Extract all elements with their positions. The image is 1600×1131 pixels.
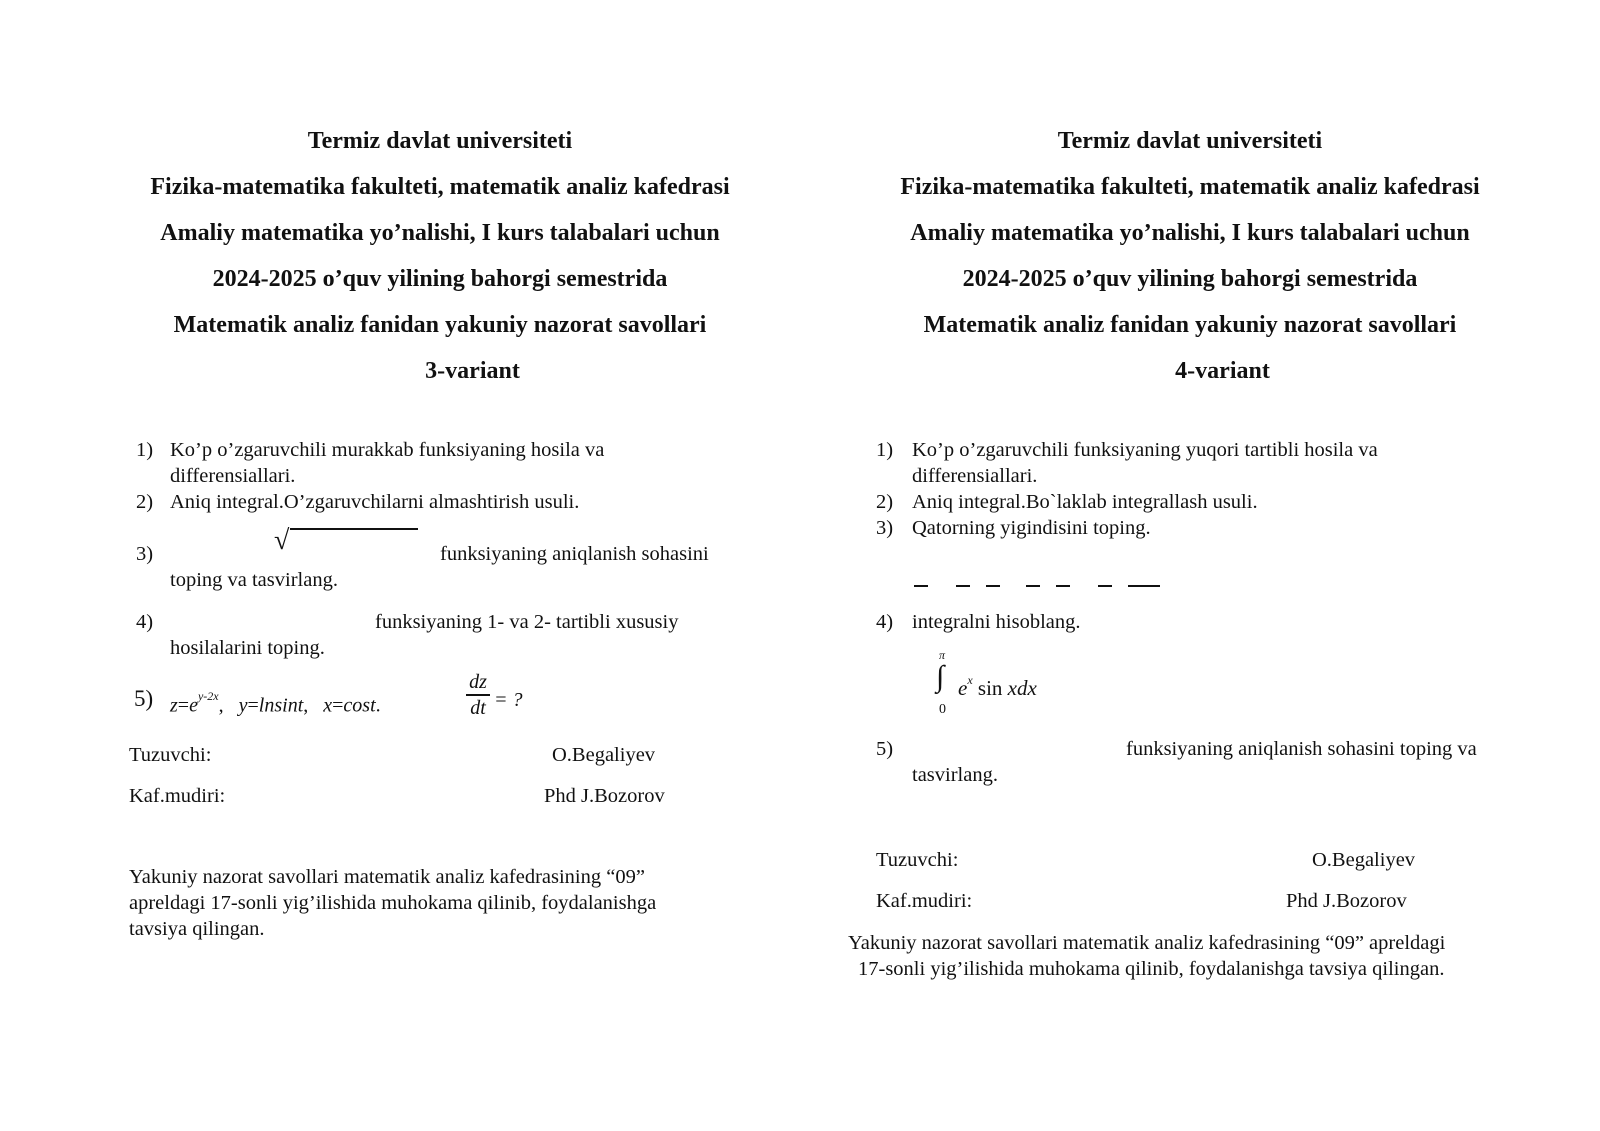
question-number: 1) bbox=[876, 439, 894, 461]
direction-title: Amaliy matematika yo’nalishi, I kurs talabalari uchun bbox=[160, 220, 720, 246]
question-number: 4) bbox=[876, 611, 894, 633]
question-text: Aniq integral.Bo`laklab integrallash usuli. bbox=[912, 491, 1258, 513]
question-text: differensiallari. bbox=[912, 465, 1038, 487]
math-var: e bbox=[189, 694, 198, 717]
math-var: z bbox=[170, 694, 178, 717]
question-text: differensiallari. bbox=[170, 465, 296, 487]
math-var: lnsint bbox=[258, 694, 304, 717]
integral-lower-limit: 0 bbox=[939, 702, 946, 717]
question-number: 2) bbox=[876, 491, 894, 513]
question-text: funksiyaning aniqlanish sohasini toping va bbox=[1126, 738, 1477, 760]
fraction-line bbox=[1056, 585, 1070, 587]
question-text: toping va tasvirlang. bbox=[170, 569, 338, 591]
fraction-line bbox=[986, 585, 1000, 587]
math-op: . bbox=[375, 694, 381, 717]
sqrt-symbol: √ bbox=[274, 525, 290, 556]
integral-upper-limit: π bbox=[939, 648, 946, 662]
fraction-denominator: dt bbox=[470, 696, 486, 719]
math-var: x bbox=[323, 694, 333, 717]
math-expression bbox=[170, 687, 381, 719]
question-number: 2) bbox=[136, 491, 154, 513]
author-label: Tuzuvchi: bbox=[876, 849, 959, 871]
math-exponent: x bbox=[967, 673, 973, 687]
faculty-title: Fizika-matematika fakulteti, matematik analiz kafedrasi bbox=[900, 174, 1480, 200]
question-text: tasvirlang. bbox=[912, 764, 998, 786]
author-name: O.Begaliyev bbox=[552, 744, 656, 766]
math-op: = bbox=[177, 694, 190, 717]
math-func: sin bbox=[977, 676, 1003, 700]
fraction-numerator: dz bbox=[469, 671, 487, 693]
fraction-line bbox=[1098, 585, 1112, 587]
fraction-line bbox=[914, 585, 928, 587]
fraction-line bbox=[1128, 585, 1160, 587]
subject-title: Matematik analiz fanidan yakuniy nazorat savollari bbox=[173, 312, 707, 338]
left-header bbox=[90, 124, 790, 400]
year-title: 2024-2025 o’quv yilining bahorgi semestrida bbox=[962, 266, 1418, 292]
math-op: = bbox=[332, 694, 344, 717]
math-op: , bbox=[303, 694, 309, 717]
integral-sign: ∫ bbox=[936, 660, 945, 693]
question-number: 4) bbox=[136, 611, 154, 633]
university-title: Termiz davlat universiteti bbox=[307, 128, 573, 154]
question-text: funksiyaning aniqlanish sohasini bbox=[440, 543, 709, 565]
math-exponent: y-2x bbox=[197, 689, 219, 703]
math-var: e bbox=[958, 676, 968, 700]
fraction-line bbox=[956, 585, 970, 587]
approval-note: tavsiya qilingan. bbox=[129, 918, 265, 940]
integrand bbox=[958, 670, 1037, 701]
question-text: Ko’p o’zgaruvchili murakkab funksiyaning hosila va bbox=[170, 439, 605, 461]
question-number: 1) bbox=[136, 439, 154, 461]
question-text: Qatorning yigindisini toping. bbox=[912, 517, 1151, 539]
question-number: 3) bbox=[876, 517, 894, 539]
math-var: y bbox=[238, 694, 248, 717]
university-title: Termiz davlat universiteti bbox=[1057, 128, 1323, 154]
math-op: , bbox=[218, 694, 224, 717]
question-number: 5) bbox=[876, 738, 894, 760]
question-number: 3) bbox=[136, 543, 154, 565]
fraction-line bbox=[466, 694, 490, 696]
math-var: cost bbox=[343, 694, 376, 717]
question-text: integralni hisoblang. bbox=[912, 611, 1081, 633]
head-name: Phd J.Bozorov bbox=[1286, 890, 1407, 912]
year-title: 2024-2025 o’quv yilining bahorgi semestrida bbox=[212, 266, 668, 292]
variant-title: 3-variant bbox=[425, 358, 520, 384]
math-var: xdx bbox=[1007, 676, 1037, 700]
question-text: Ko’p o’zgaruvchili funksiyaning yuqori tartibli hosila va bbox=[912, 439, 1378, 461]
author-name: O.Begaliyev bbox=[1312, 849, 1416, 871]
author-label: Tuzuvchi: bbox=[129, 744, 212, 766]
question-text: hosilalarini toping. bbox=[170, 637, 325, 659]
head-label: Kaf.mudiri: bbox=[876, 890, 973, 912]
math-tail: = ? bbox=[494, 689, 523, 711]
head-label: Kaf.mudiri: bbox=[129, 785, 226, 807]
approval-note: Yakuniy nazorat savollari matematik analiz kafedrasining “09” apreldagi bbox=[848, 932, 1446, 954]
derivative-fraction bbox=[466, 671, 490, 719]
approval-note: apreldagi 17-sonli yig’ilishida muhokama qilinib, foydalanishga bbox=[129, 892, 657, 914]
approval-note: 17-sonli yig’ilishida muhokama qilinib, foydalanishga tavsiya qilingan. bbox=[858, 958, 1445, 980]
fraction-line bbox=[1026, 585, 1040, 587]
variant-title: 4-variant bbox=[1175, 358, 1270, 384]
direction-title: Amaliy matematika yo’nalishi, I kurs talabalari uchun bbox=[910, 220, 1470, 246]
subject-title: Matematik analiz fanidan yakuniy nazorat savollari bbox=[923, 312, 1457, 338]
math-op: = bbox=[247, 694, 259, 717]
faculty-title: Fizika-matematika fakulteti, matematik analiz kafedrasi bbox=[150, 174, 730, 200]
head-name: Phd J.Bozorov bbox=[544, 785, 665, 807]
question-text: Aniq integral.O’zgaruvchilarni almashtirish usuli. bbox=[170, 491, 580, 513]
question-text: funksiyaning 1- va 2- tartibli xususiy bbox=[375, 611, 679, 633]
approval-note: Yakuniy nazorat savollari matematik analiz kafedrasining “09” bbox=[129, 866, 645, 888]
right-header bbox=[840, 124, 1540, 400]
question-number: 5) bbox=[134, 686, 154, 711]
sqrt-bar bbox=[290, 528, 418, 530]
